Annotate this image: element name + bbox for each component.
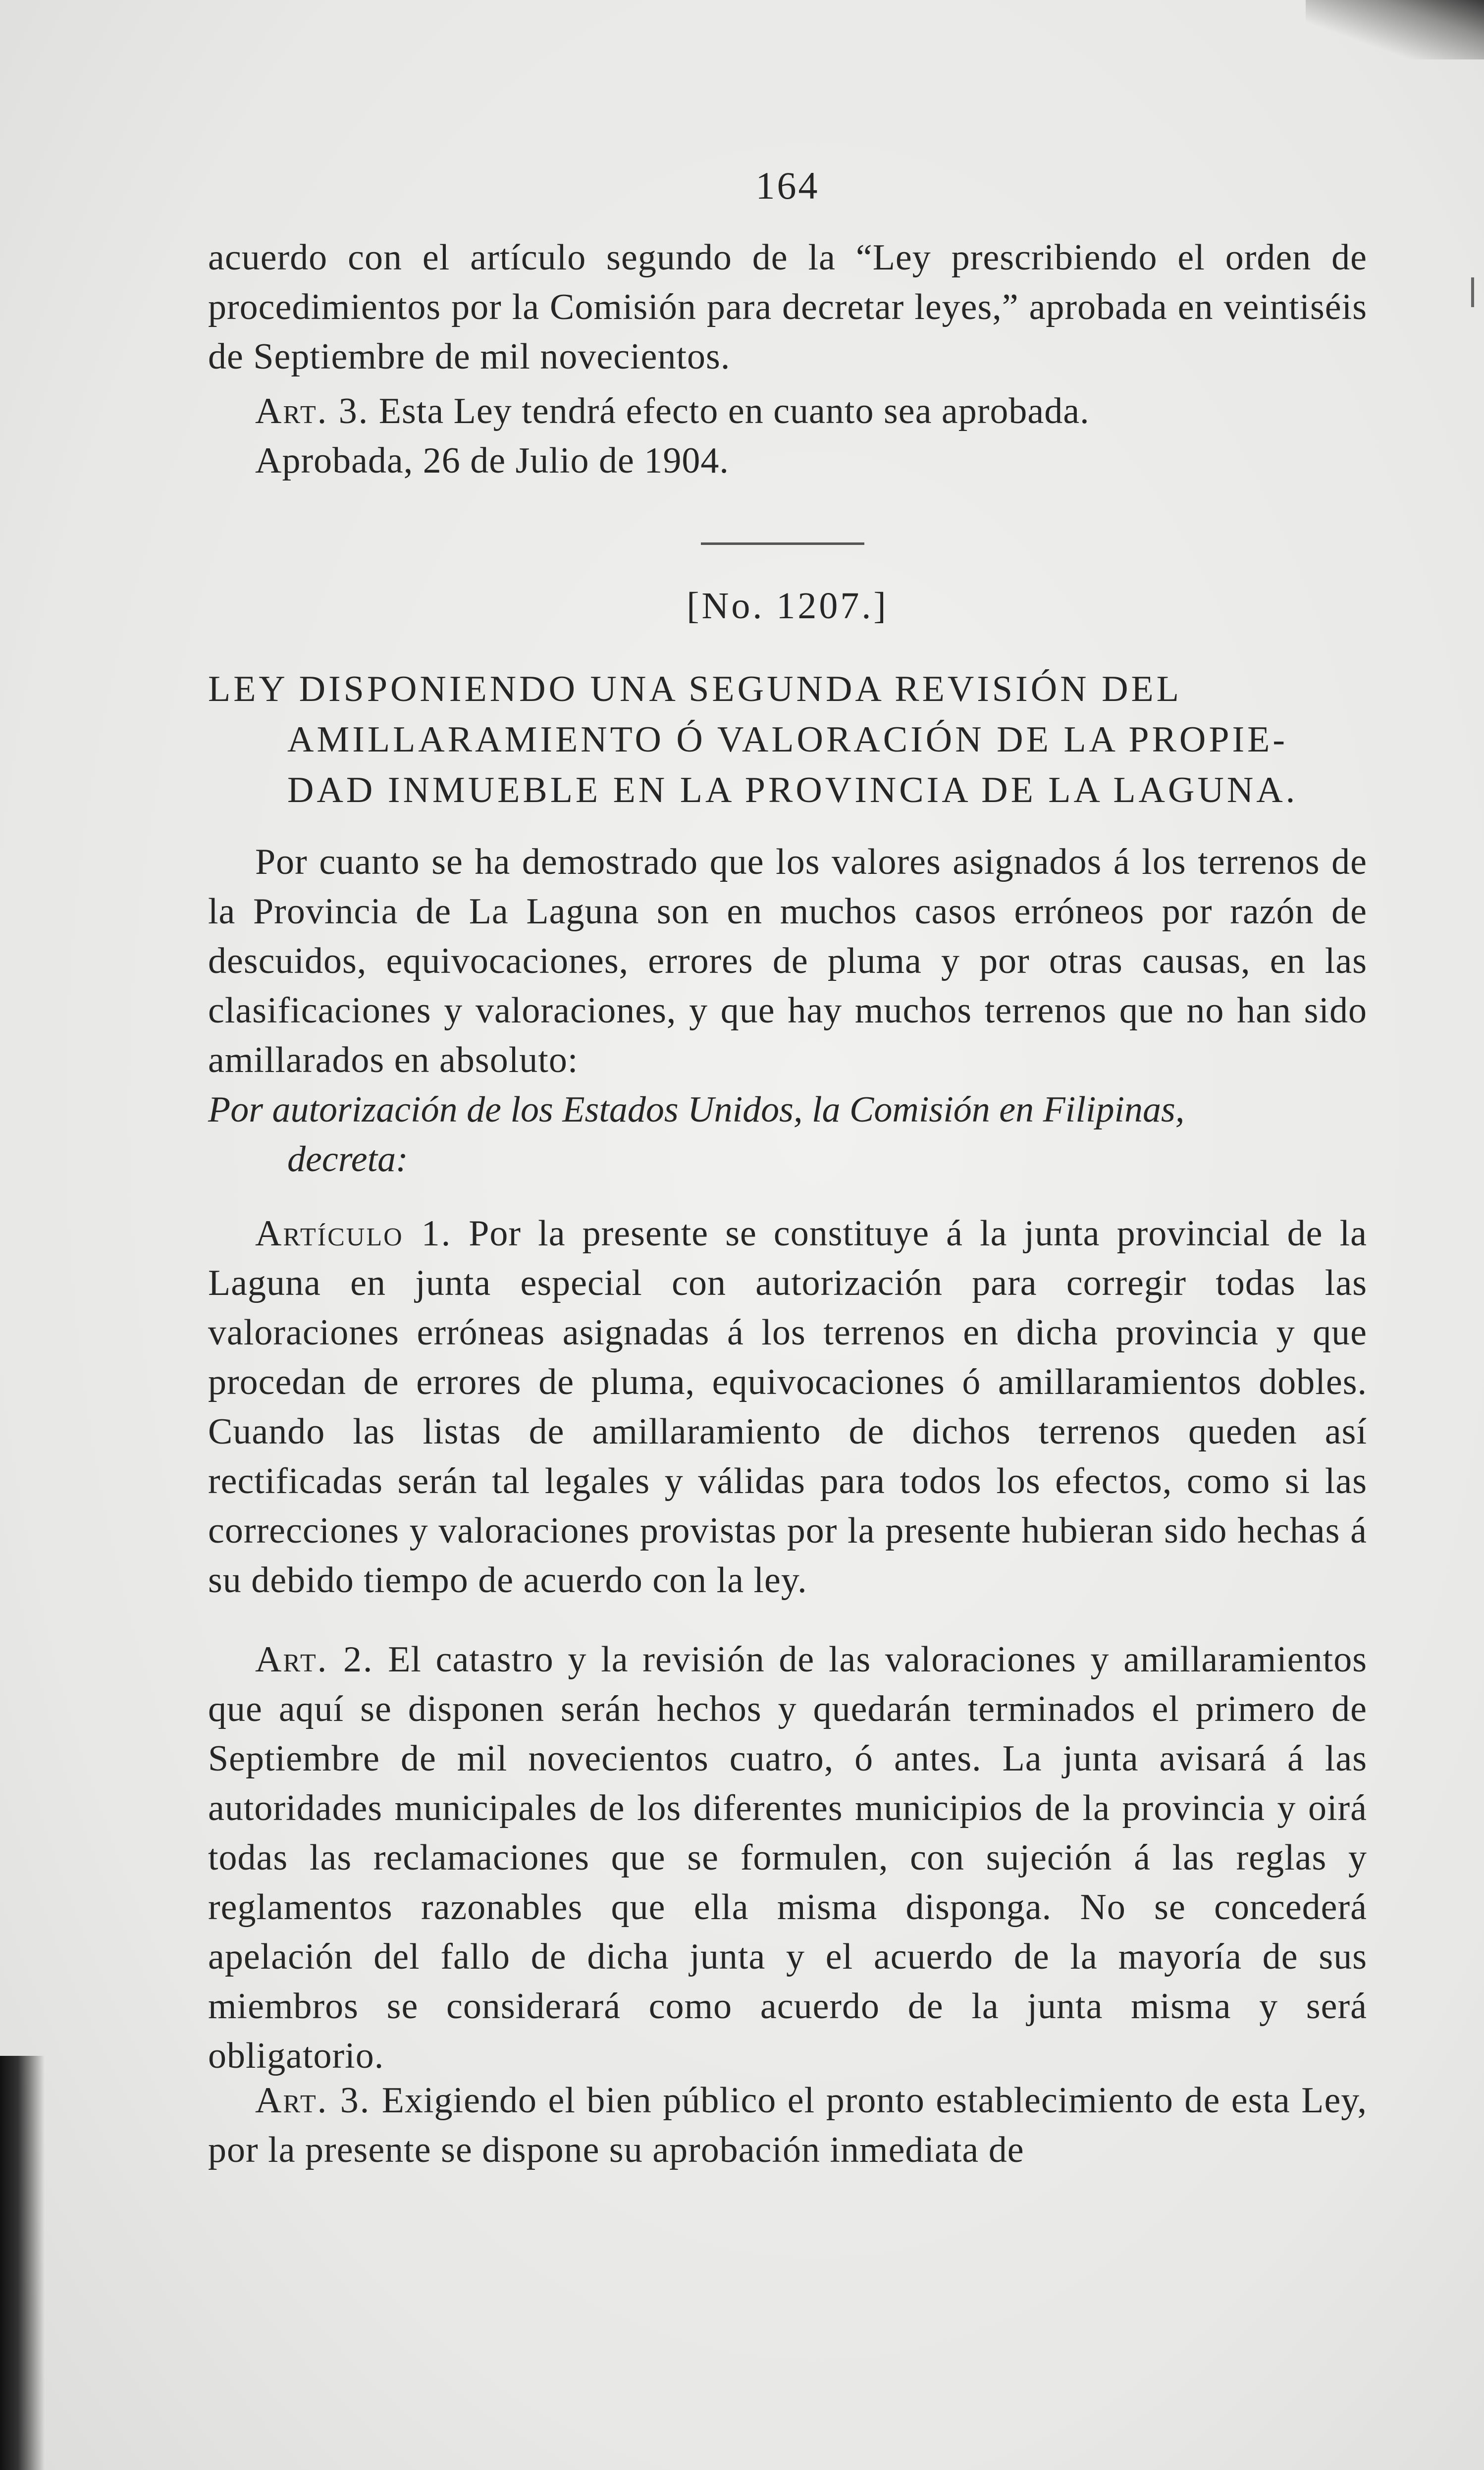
- enacting-clause-line: decreta:: [287, 1139, 408, 1180]
- preamble-paragraph: Por cuanto se ha demostrado que los valores asignados á los terrenos de la Provincia de La Laguna son en muchos casos erróneos por razón de descuidos, equivocaciones, errores de pluma y por otras causas, en las clasificaciones y valoraciones, y que hay muchos terrenos que no han sido amillarados en absoluto:: [208, 842, 1367, 1080]
- article-2: [208, 1635, 1367, 2081]
- article-text: Exigiendo el bien público el pronto establecimiento de esta Ley, por la presente se dispone su aprobación inmediata de: [208, 2080, 1367, 2170]
- article-label: Art. 3.: [255, 391, 370, 431]
- article-text: El catastro y la revisión de las valoraciones y amillaramientos que aquí se disponen serán hechos y quedarán terminados el primero de Septiembre de mil novecientos cuatro, ó antes. La junta avisará á las autoridades municipales de los diferentes municipios de la provincia y oirá todas las reclamaciones que se formulen, con sujeción á las reglas y reglamentos razonables que ella misma disponga. No se concederá apelación del fallo de dicha junta y el acuerdo de la mayoría de sus miembros se considerará como acuerdo de la junta misma y será obligatorio.: [208, 1639, 1368, 2076]
- article-label: Artículo 1.: [255, 1213, 452, 1254]
- article-label: Art. 3.: [255, 2080, 371, 2121]
- section-divider: [701, 542, 864, 545]
- law-title-line: AMILLARAMIENTO Ó VALORACIÓN DE LA PROPIE-: [287, 719, 1288, 760]
- article-text: Por la presente se constituye á la junta provincial de la Laguna en junta especial con autorización para corregir todas las valoraciones erróneas asignadas á los terrenos en dicha provincia y que procedan de errores de pluma, equivocaciones ó amillaramientos dobles. Cuando las listas de amillaramiento de dichos terrenos queden así rectificadas serán tal legales y válidas para todos los efectos, como si las correcciones y valoraciones provistas por la presente hubieran sido hechas á su debido tiempo de acuerdo con la ley.: [208, 1213, 1367, 1601]
- law-number: [No. 1207.]: [687, 585, 889, 627]
- article-1: [208, 1209, 1367, 1605]
- page-edge-shadow-left: [0, 2056, 45, 2470]
- law-title: [208, 664, 1367, 815]
- approval-date: Aprobada, 26 de Julio de 1904.: [255, 440, 729, 481]
- article-text: Esta Ley tendrá efecto en cuanto sea aprobada.: [369, 391, 1090, 431]
- law-title-line: LEY DISPONIENDO UNA SEGUNDA REVISIÓN DEL: [208, 669, 1182, 709]
- page-edge-shadow: [1306, 0, 1484, 59]
- closing-article: [208, 386, 1367, 436]
- margin-mark: [1471, 277, 1474, 307]
- article-label: Art. 2.: [255, 1639, 374, 1680]
- enacting-clause-line: Por autorización de los Estados Unidos, la Comisión en Filipinas,: [208, 1089, 1185, 1130]
- law-title-line: DAD INMUEBLE EN LA PROVINCIA DE LA LAGUNA.: [287, 770, 1298, 810]
- article-3: [208, 2076, 1367, 2175]
- page-number: 164: [755, 164, 820, 207]
- opening-paragraph: acuerdo con el artículo segundo de la “Ley prescribiendo el orden de procedimientos por la Comisión para decretar leyes,” aprobada en veintiséis de Septiembre de mil novecientos.: [208, 237, 1367, 377]
- enacting-clause: [208, 1085, 1367, 1184]
